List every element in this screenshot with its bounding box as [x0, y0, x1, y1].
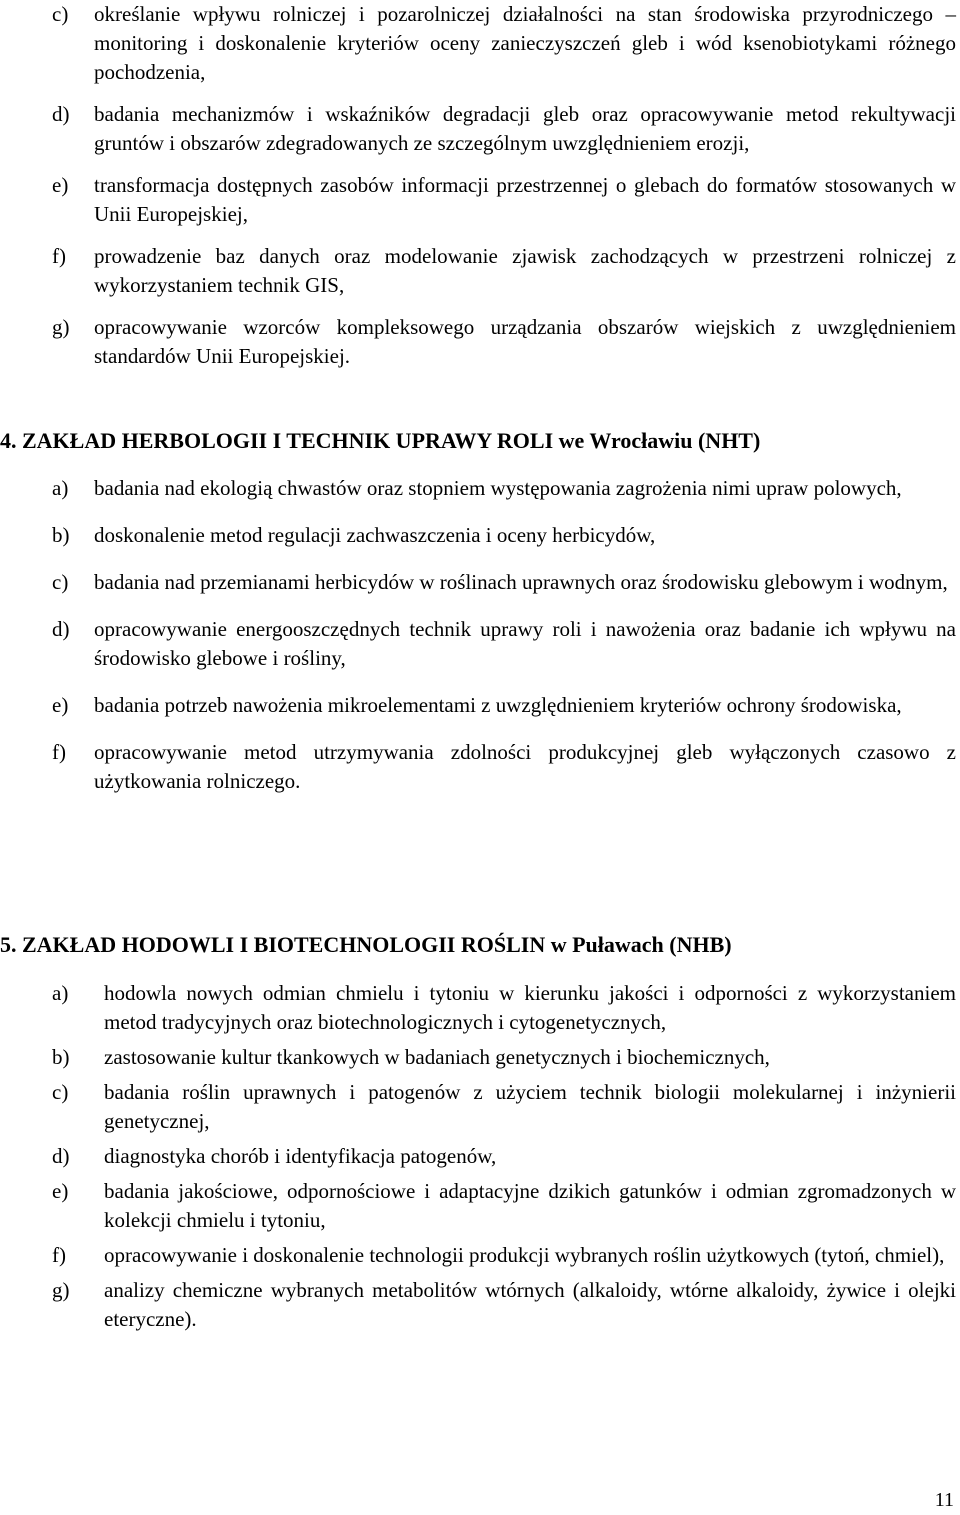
list-item-text: opracowywanie metod utrzymywania zdolności produkcyjnej gleb wyłączonych czasowo z użytkowania rolniczego. [94, 740, 956, 793]
list-item [52, 738, 956, 796]
list-item-text: diagnostyka chorób i identyfikacja patogenów, [104, 1144, 497, 1168]
list-item [52, 1078, 956, 1136]
list-item-label: b) [52, 523, 70, 547]
list-item [52, 1177, 956, 1235]
list-item-text: opracowywanie energooszczędnych technik uprawy roli i nawożenia oraz badanie ich wpływu na środowisko glebowe i rośliny, [94, 617, 956, 670]
list-item-label: f) [52, 1243, 66, 1267]
list-item-label: c) [52, 570, 69, 594]
list-item-text: badania potrzeb nawożenia mikroelementami z uwzględnieniem kryteriów ochrony środowiska, [94, 693, 902, 717]
list-item-label: a) [52, 981, 69, 1005]
list-item [52, 691, 956, 720]
list-item-label: g) [52, 1278, 70, 1302]
list-item-text: analizy chemiczne wybranych metabolitów wtórnych (alkaloidy, wtórne alkaloidy, żywice i olejki eteryczne). [104, 1278, 956, 1331]
section-4-heading: 4. ZAKŁAD HERBOLOGII I TECHNIK UPRAWY ROLI we Wrocławiu (NHT) [0, 428, 761, 453]
list-item [52, 242, 956, 300]
list-item [52, 568, 956, 597]
list-item-label: e) [52, 173, 69, 197]
list-item-label: e) [52, 1179, 69, 1203]
list-item [52, 313, 956, 371]
list-item-text: opracowywanie wzorców kompleksowego urządzania obszarów wiejskich z uwzględnieniem standardów Unii Europejskiej. [94, 315, 956, 368]
section-4-list [52, 474, 956, 814]
list-item-label: c) [52, 1080, 69, 1104]
list-item-label: d) [52, 102, 70, 126]
list-item [52, 1043, 956, 1072]
list-item-label: d) [52, 1144, 70, 1168]
list-item [52, 979, 956, 1037]
list-item-label: e) [52, 693, 69, 717]
list-item [52, 100, 956, 158]
list-item-label: f) [52, 740, 66, 764]
list-item-label: f) [52, 244, 66, 268]
list-item-text: badania roślin uprawnych i patogenów z użyciem technik biologii molekularnej i inżynierii genetycznej, [104, 1080, 956, 1133]
list-item-text: doskonalenie metod regulacji zachwaszczenia i oceny herbicydów, [94, 523, 656, 547]
list-item [52, 171, 956, 229]
list-item-text: opracowywanie i doskonalenie technologii produkcji wybranych roślin użytkowych (tytoń, chmiel), [104, 1243, 945, 1267]
list-item-label: g) [52, 315, 70, 339]
list-item [52, 1241, 956, 1270]
list-item [52, 615, 956, 673]
list-item [52, 0, 956, 87]
research-list-continued [52, 0, 956, 384]
list-item-label: d) [52, 617, 70, 641]
list-item [52, 474, 956, 503]
list-item-text: badania nad ekologią chwastów oraz stopniem występowania zagrożenia nimi upraw polowych, [94, 476, 902, 500]
list-item-text: transformacja dostępnych zasobów informacji przestrzennej o glebach do formatów stosowanych w Unii Europejskiej, [94, 173, 956, 226]
list-item-label: c) [52, 2, 69, 26]
list-item-text: prowadzenie baz danych oraz modelowanie zjawisk zachodzących w przestrzeni rolniczej z wykorzystaniem technik GIS, [94, 244, 956, 297]
list-item [52, 521, 956, 550]
page-number: 11 [934, 1489, 954, 1511]
list-item-label: a) [52, 476, 69, 500]
list-item-text: badania jakościowe, odpornościowe i adaptacyjne dzikich gatunków i odmian zgromadzonych w kolekcji chmielu i tytoniu, [104, 1179, 956, 1232]
list-item-text: zastosowanie kultur tkankowych w badaniach genetycznych i biochemicznych, [104, 1045, 770, 1069]
list-item-text: badania nad przemianami herbicydów w roślinach uprawnych oraz środowisku glebowym i wodnym, [94, 570, 948, 594]
list-item [52, 1276, 956, 1334]
section-5-heading: 5. ZAKŁAD HODOWLI I BIOTECHNOLOGII ROŚLIN w Puławach (NHB) [0, 932, 732, 957]
list-item [52, 1142, 956, 1171]
list-item-text: określanie wpływu rolniczej i pozarolniczej działalności na stan środowiska przyrodniczego – monitoring i doskonalenie kryteriów oceny zanieczyszczeń gleb i wód ksenobiotykami różnego pochodzenia, [94, 2, 956, 84]
list-item-text: badania mechanizmów i wskaźników degradacji gleb oraz opracowywanie metod rekultywacji gruntów i obszarów zdegradowanych ze szczególnym uwzględnieniem erozji, [94, 102, 956, 155]
list-item-label: b) [52, 1045, 70, 1069]
list-item-text: hodowla nowych odmian chmielu i tytoniu w kierunku jakości i odporności z wykorzystaniem metod tradycyjnych oraz biotechnologicznych i cytogenetycznych, [104, 981, 956, 1034]
section-5-list [52, 979, 956, 1340]
